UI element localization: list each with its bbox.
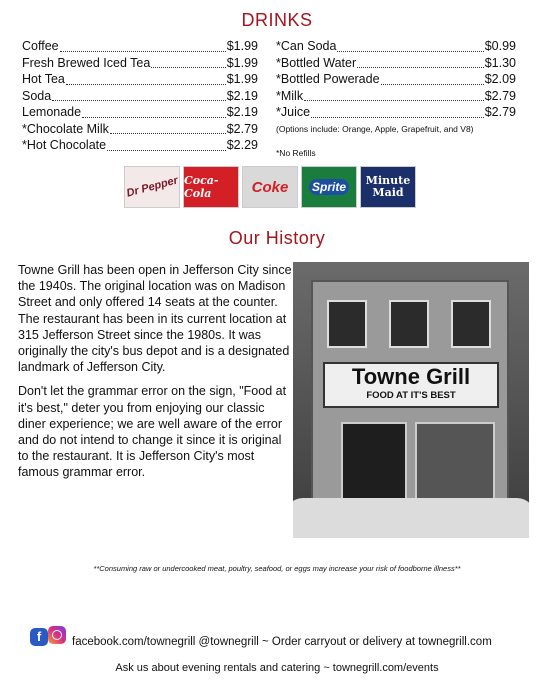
- contact-line: facebook.com/townegrill @townegrill ~ Order carryout or delivery at townegrill.com: [72, 636, 492, 648]
- drinks-title: DRINKS: [241, 10, 313, 30]
- sprite-wordmark: Sprite: [309, 179, 349, 195]
- item-price: $2.19: [226, 88, 258, 103]
- item-price: $2.79: [484, 88, 516, 103]
- footer-events: Ask us about evening rentals and catering ~ townegrill.com/events: [115, 662, 439, 674]
- menu-row: [22, 71, 258, 88]
- no-refills-note: *No Refills: [276, 147, 316, 158]
- upper-window: [327, 300, 367, 348]
- item-price: $2.79: [484, 105, 516, 119]
- juice-options-note: (Options include: Orange, Apple, Grapefruit, and V8): [276, 123, 474, 134]
- leader-dots: [66, 84, 226, 85]
- item-price: $2.19: [226, 105, 258, 119]
- parked-car: [293, 498, 529, 538]
- item-name: *Bottled Water: [276, 55, 357, 70]
- diet-coke-wordmark: Coke: [251, 178, 289, 196]
- leader-dots: [151, 67, 225, 68]
- dr-pepper-logo: [124, 166, 180, 208]
- item-name: *Chocolate Milk: [22, 121, 109, 136]
- item-price: $1.99: [226, 72, 258, 86]
- leader-dots: [82, 117, 226, 118]
- item-price: $2.09: [484, 72, 516, 86]
- drinks-right-column: [276, 38, 516, 159]
- item-price: $0.99: [484, 39, 516, 53]
- social-icons: [30, 624, 70, 648]
- item-price: $1.99: [226, 39, 258, 53]
- menu-row: [276, 55, 516, 72]
- minute-maid-logo: [360, 166, 416, 208]
- restaurant-sign: [323, 362, 499, 408]
- menu-row: [22, 104, 258, 121]
- soda-logos: [124, 166, 416, 208]
- leader-dots: [304, 100, 484, 101]
- menu-row: [22, 55, 258, 72]
- upper-window: [451, 300, 491, 348]
- minute-maid-wordmark-line1: Minute: [365, 174, 411, 187]
- item-name: Fresh Brewed Iced Tea: [22, 55, 151, 70]
- restaurant-photo: [293, 262, 529, 538]
- item-price: $2.79: [226, 121, 258, 136]
- leader-dots: [110, 133, 226, 134]
- dr-pepper-wordmark: Dr Pepper: [125, 174, 179, 200]
- item-name: Soda: [22, 88, 52, 103]
- upper-window: [389, 300, 429, 348]
- item-name: *Can Soda: [276, 39, 337, 53]
- drinks-left-column: [22, 38, 258, 154]
- menu-row: [276, 104, 516, 121]
- instagram-icon: [48, 626, 66, 644]
- facebook-icon: f: [30, 628, 48, 646]
- item-name: Lemonade: [22, 105, 82, 119]
- menu-row: [22, 38, 258, 55]
- leader-dots: [337, 51, 483, 52]
- item-name: *Juice: [276, 105, 311, 119]
- item-name: *Bottled Powerade: [276, 72, 380, 86]
- history-title: Our History: [228, 228, 326, 248]
- history-text: [18, 262, 292, 489]
- leader-dots: [381, 84, 484, 85]
- menu-row: [276, 71, 516, 88]
- leader-dots: [107, 150, 226, 151]
- diet-coke-logo: [242, 166, 298, 208]
- menu-row: [22, 88, 258, 105]
- history-paragraph-2: Don't let the grammar error on the sign, "Food at it's best," deter you from enjoying our classic diner experience; we are well aware of the error and do not intend to change it since it is original to the restaurant. It is Jefferson City's most famous grammar error.: [18, 384, 287, 480]
- leader-dots: [357, 67, 484, 68]
- minute-maid-wordmark-line2: Maid: [372, 186, 404, 199]
- sprite-logo: [301, 166, 357, 208]
- item-price: $1.99: [226, 55, 258, 70]
- history-paragraph-1: Towne Grill has been open in Jefferson City since the 1940s. The original location was on Madison Street and only offered 14 seats at the counter. The restaurant has been in its current location at 315 Jefferson Street since the 1980s. It was originally the city's bus depot and is a designated landmark of Jefferson City.: [18, 263, 292, 375]
- food-safety-disclaimer: **Consuming raw or undercooked meat, poultry, seafood, or eggs may increase your risk of foodborne illness**: [93, 564, 461, 573]
- item-price: $2.29: [226, 138, 258, 152]
- menu-row: [276, 38, 516, 55]
- menu-row: [276, 88, 516, 105]
- menu-row: [22, 137, 258, 154]
- sign-name: Towne Grill: [351, 364, 471, 389]
- leader-dots: [60, 51, 226, 52]
- leader-dots: [311, 117, 484, 118]
- leader-dots: [52, 100, 226, 101]
- coca-cola-wordmark: Coca-Cola: [184, 174, 219, 200]
- storefront-window: [415, 422, 495, 502]
- item-name: *Hot Chocolate: [22, 138, 107, 152]
- item-name: Hot Tea: [22, 72, 65, 86]
- item-name: *Milk: [276, 88, 304, 103]
- item-price: $1.30: [484, 55, 516, 70]
- coca-cola-logo: [183, 166, 239, 208]
- sign-slogan: FOOD AT IT'S BEST: [366, 390, 456, 401]
- menu-row: [22, 121, 258, 138]
- item-name: Coffee: [22, 39, 59, 53]
